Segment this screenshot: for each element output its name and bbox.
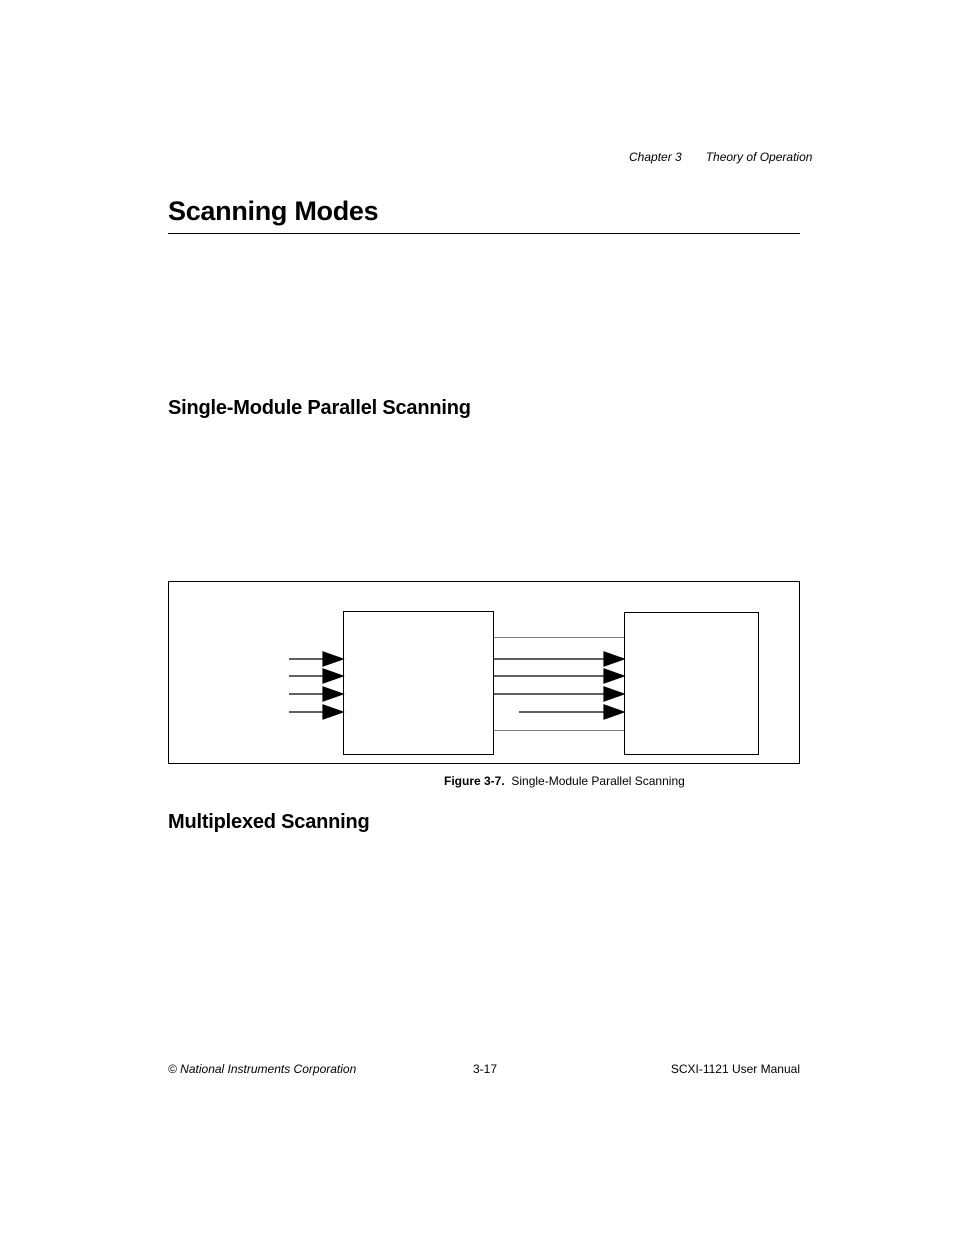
output-arrows (494, 652, 624, 719)
block-diagram (169, 582, 801, 765)
chapter-label: Chapter 3 (629, 150, 682, 164)
figure-diagram (168, 581, 800, 764)
footer-page-number: 3-17 (473, 1062, 498, 1076)
page-title: Scanning Modes (168, 196, 379, 226)
running-header (629, 150, 812, 164)
section-label: Theory of Operation (705, 150, 813, 164)
module-block (344, 612, 494, 755)
footer-copyright: © National Instruments Corporation (168, 1062, 357, 1076)
figure-title: Single-Module Parallel Scanning (511, 774, 685, 788)
input-arrows (289, 652, 343, 719)
daq-block (625, 613, 759, 755)
footer-manual-title: SCXI-1121 User Manual (670, 1062, 800, 1076)
section-heading-multiplexed-scanning: Multiplexed Scanning (168, 811, 370, 833)
section-heading-parallel-scanning: Single-Module Parallel Scanning (168, 397, 471, 419)
figure-number: Figure 3-7. (444, 774, 505, 788)
title-rule (168, 233, 800, 234)
figure-caption (444, 774, 685, 788)
